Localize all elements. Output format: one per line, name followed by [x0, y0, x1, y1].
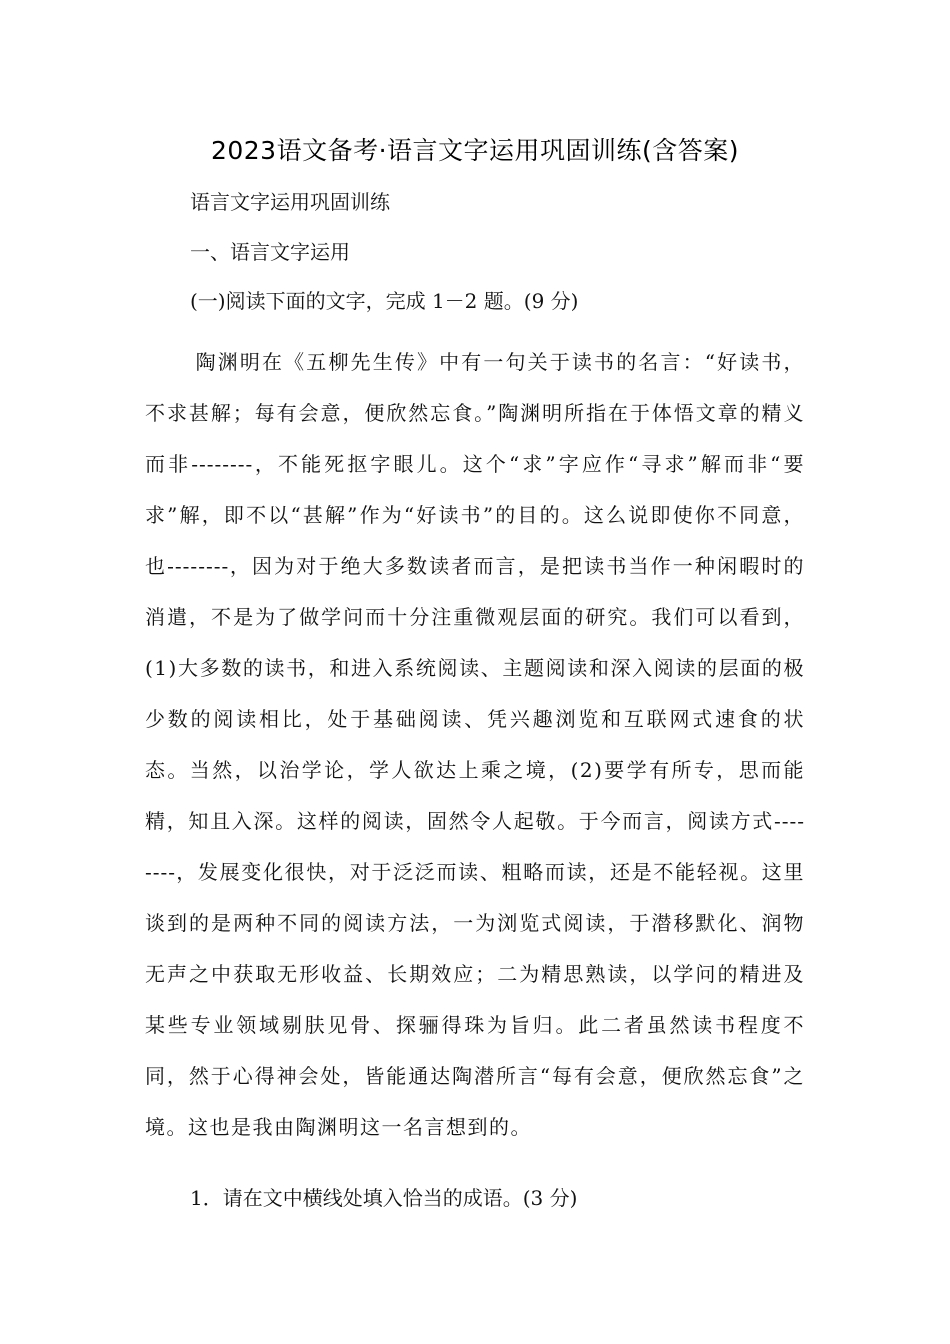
fill-blank-3: --------: [145, 809, 805, 884]
section-heading: 一、语言文字运用: [190, 240, 350, 264]
passage-segment: ，发展变化很快，对于泛泛而读、粗略而读，还是不能轻视。这里谈到的是两种不同的阅读方法，一为浏览式阅读，于潜移默化、润物无声之中获取无形收益、长期效应；二为精思熟读，以学问的精进及某些专业领域剔肤见骨、探骊得珠为旨归。此二者虽然读书程度不同，然于心得神会处，皆能通达陶潜所言“每有会意，便欣然忘食”之境。这也是我由陶渊明这一名言想到的。: [145, 860, 805, 1139]
fill-blank-1: --------: [191, 452, 254, 476]
passage-segment: ，因为对于绝大多数读者而言，是把读书当作一种闲暇时的消遣，不是为了做学问而十分注重微观层面的研究。我们可以看到，(1)大多数的读书，和进入系统阅读、主题阅读和深入阅读的层面的极少数的阅读相比，处于基础阅读、凭兴趣浏览和互联网式速食的状态。当然，以治学论，学人欲达上乘之境，(2)要学有所专，思而能精，知且入深。这样的阅读，固然令人起敬。于今而言，阅读方式: [145, 554, 806, 833]
fill-blank-2: --------: [167, 554, 230, 578]
passage-segment: 陶渊明在《五柳先生传》中有一句关于读书的名言：“好读书，不求甚解；每有会意，便欣然忘食。”陶渊明所指在于体悟文章的精义而非: [145, 350, 805, 476]
question-1: 1．请在文中横线处填入恰当的成语。(3 分): [190, 1186, 578, 1210]
group-instruction: (一)阅读下面的文字，完成 1－2 题。(9 分): [190, 289, 579, 313]
document-title: 2023语文备考·语言文字运用巩固训练(含答案): [210, 136, 740, 165]
reading-passage: [145, 337, 805, 1153]
passage-segment: ，不能死抠字眼儿。这个“求”字应作“寻求”解而非“要求”解，即不以“甚解”作为“好读书”的目的。这么说即使你不同意，也: [145, 452, 805, 578]
document-subtitle: 语言文字运用巩固训练: [190, 190, 390, 214]
